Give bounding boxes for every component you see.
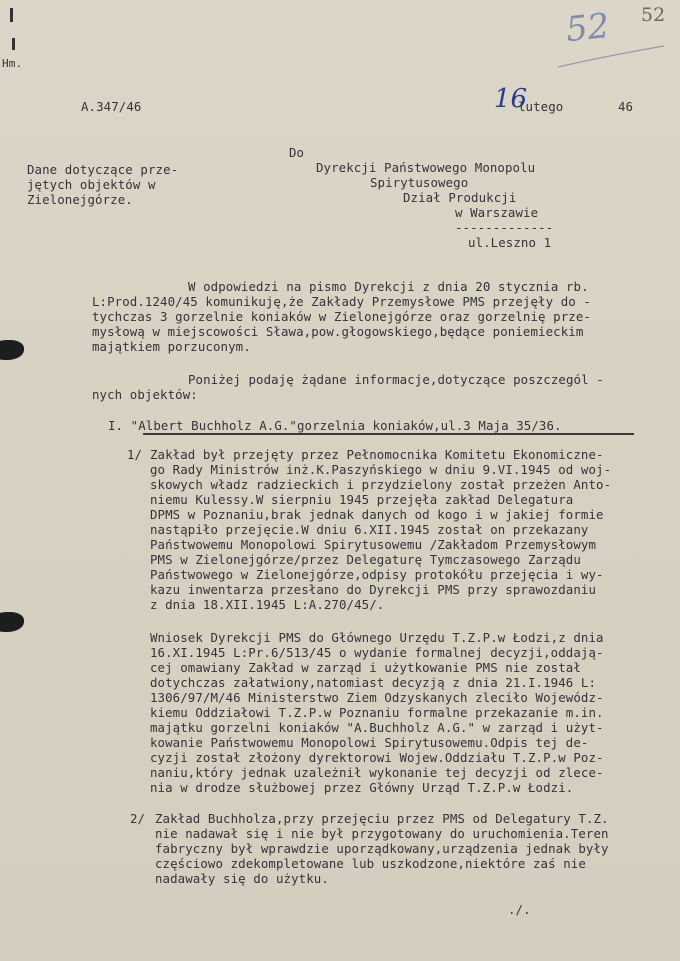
addressee-line-2: Spirytusowego [370,175,469,190]
point-1-line-11: z dnia 18.XII.1945 L:A.270/45/. [150,597,385,612]
addressee-separator: ------------- [455,220,554,235]
binder-hole-top [0,340,24,360]
intro2-line-2: nych objektów: [92,387,198,402]
point-2-line-3: fabryczny był wprawdzie uporządkowany,urządzenia jednak były [155,841,609,856]
handwritten-page-number-small: 52 [641,4,666,26]
point-2-line-2: nie nadawał się i nie był przygotowany do uruchomienia.Teren [155,826,609,841]
margin-mark: Hm. [2,57,23,70]
paragraph-2-line-5: 1306/97/M/46 Ministerstwo Ziem Odzyskanych zleciło Wojewódz- [150,690,604,705]
addressee-line-3: Dział Produkcji [403,190,517,205]
paragraph-2-line-8: kowanie Państwowemu Monopolowi Spirytusowemu.Odpis tej de- [150,735,589,750]
section-heading-underline [143,433,634,435]
intro-line-2: L:Prod.1240/45 komunikuję,że Zakłady Przemysłowe PMS przejęły do - [92,294,591,309]
point-1-line-6: nastąpiło przejęcie.W dniu 6.XII.1945 został on przekazany [150,522,589,537]
point-1-line-4: niemu Kulessy.W sierpniu 1945 przejęła zakład Delegatura [150,492,574,507]
paragraph-2-line-11: nia w drodze służbowej przez Główny Urząd T.Z.P.w Łodzi. [150,780,574,795]
paragraph-2-line-2: 16.XI.1945 L:Pr.6/513/45 o wydanie formalnej decyzji,oddają- [150,645,604,660]
handwritten-day: 16 [494,84,528,114]
point-1-line-1: Zakład był przejęty przez Pełnomocnika Komitetu Ekonomiczne- [150,447,604,462]
reference-number: A.347/46 [81,99,142,114]
margin-tick-2 [12,38,15,50]
paragraph-2-line-6: kiemu Oddziałowi T.Z.P.w Poznaniu formalne przekazanie m.in. [150,705,604,720]
intro-line-4: mysłową w miejscowości Sława,pow.głogowskiego,będące poniemieckim [92,324,584,339]
date-month: lutego [518,99,564,114]
point-1-line-5: DPMS w Poznaniu,brak jednak danych od kogo i w jakiej formie [150,507,604,522]
paragraph-2-line-3: cej omawiany Zakład w zarząd i użytkowanie PMS nie został [150,660,581,675]
subject-line-2: jętych objektów w [27,177,156,192]
point-1-line-8: PMS w Zielonejgórze/przez Delegaturę Tymczasowego Zarządu [150,552,581,567]
point-1-line-2: go Rady Ministrów inż.K.Paszyńskiego w dniu 9.VI.1945 od woj- [150,462,612,477]
point-2-line-4: częściowo zdekompletowane lub uszkodzone,niektóre zaś nie [155,856,586,871]
point-2-line-1: Zakład Buchholza,przy przejęciu przez PMS od Delegatury T.Z. [155,811,609,826]
margin-tick-1 [10,8,13,22]
point-1-marker: 1/ [127,447,143,462]
continuation-mark: ./. [508,902,531,917]
point-2-marker: 2/ [130,811,146,826]
point-1-line-9: Państwowego w Zielonejgórze,odpisy protokółu przejęcia i wy- [150,567,604,582]
point-2-line-5: nadawały się do użytku. [155,871,329,886]
date-year: 46 [618,99,634,114]
subject-line-1: Dane dotyczące prze- [27,162,179,177]
binder-hole-bottom [0,612,24,632]
addressee-line-4: w Warszawie [455,205,539,220]
paragraph-2-line-7: majątku gorzelni koniaków "A.Buchholz A.G." w zarząd i użyt- [150,720,604,735]
section-heading: I. "Albert Buchholz A.G."gorzelnia koniaków,ul.3 Maja 35/36. [108,418,562,433]
paragraph-2-line-1: Wniosek Dyrekcji PMS do Głównego Urzędu T.Z.P.w Łodzi,z dnia [150,630,604,645]
point-1-line-10: kazu inwentarza przesłano do Dyrekcji PMS przy sprawozdaniu [150,582,597,597]
addressee-line-1: Dyrekcji Państwowego Monopolu [316,160,536,175]
intro2-line-1: Poniżej podaję żądane informacje,dotyczące poszczegól - [188,372,604,387]
subject-line-3: Zielonejgórze. [27,192,133,207]
pencil-stroke [556,42,666,72]
paragraph-2-line-4: dotychczas załatwiony,natomiast decyzją z dnia 21.I.1946 L: [150,675,597,690]
addressee-to: Do [289,145,305,160]
handwritten-page-number-large: 52 [564,5,612,51]
intro-line-1: W odpowiedzi na pismo Dyrekcji z dnia 20 stycznia rb. [188,279,589,294]
intro-line-3: tychczas 3 gorzelnie koniaków w Zielonejgórze oraz gorzelnię prze- [92,309,591,324]
paragraph-2-line-9: cyzji został złożony dyrektorowi Wojew.Oddziału T.Z.P.w Poz- [150,750,604,765]
intro-line-5: majątkiem porzuconym. [92,339,251,354]
addressee-line-5: ul.Leszno 1 [468,235,552,250]
point-1-line-3: skowych władz radzieckich i przydzielony został przeżen Anto- [150,477,612,492]
paragraph-2-line-10: naniu,który jednak uzależnił wykonanie tej decyzji od zlece- [150,765,604,780]
point-1-line-7: Państwowemu Monopolowi Spirytusowemu /Zakładom Przemysłowym [150,537,597,552]
